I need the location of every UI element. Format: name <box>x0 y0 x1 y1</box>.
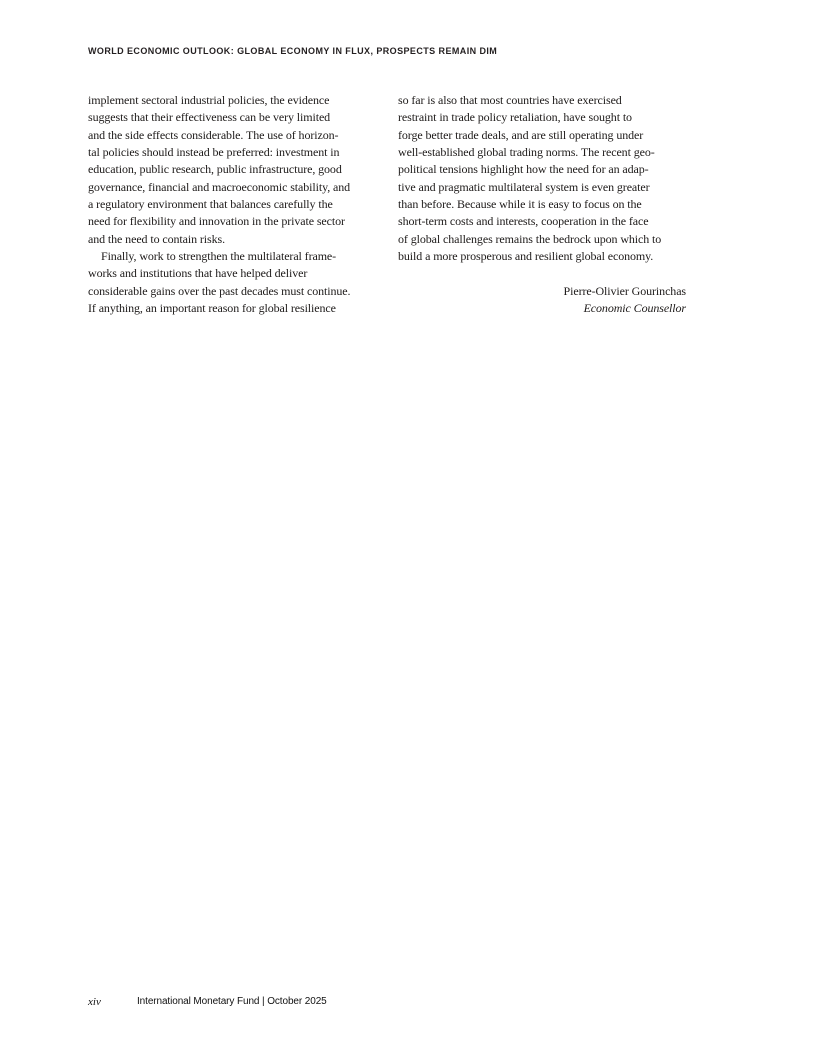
text-line: governance, financial and macroeconomic stability, and <box>88 179 351 194</box>
text-line: build a more prosperous and resilient global economy. <box>398 248 654 263</box>
text-line: tive and pragmatic multilateral system is even greater <box>398 179 650 194</box>
text-line: Finally, work to strengthen the multilateral frame- <box>101 248 337 263</box>
right-column <box>398 92 686 317</box>
signature-block <box>398 283 686 318</box>
text-line: implement sectoral industrial policies, the evidence <box>88 93 330 107</box>
text-line: suggests that their effectiveness can be very limited <box>88 110 331 125</box>
left-column <box>88 92 376 317</box>
text-line: than before. Because while it is easy to focus on the <box>398 196 642 211</box>
signature-title: Economic Counsellor <box>583 300 686 315</box>
text-line: need for flexibility and innovation in the private sector <box>88 214 345 229</box>
text-line: tal policies should instead be preferred: investment in <box>88 144 340 159</box>
text-line: short-term costs and interests, cooperation in the face <box>398 214 649 229</box>
paragraph <box>88 248 376 317</box>
text-line: forge better trade deals, and are still operating under <box>398 127 644 142</box>
body-columns <box>88 92 686 317</box>
footer-imprint: International Monetary Fund | October 2025 <box>137 996 327 1007</box>
text-line: restraint in trade policy retaliation, have sought to <box>398 110 632 125</box>
text-line: a regulatory environment that balances carefully the <box>88 196 333 211</box>
paragraph <box>88 92 376 248</box>
running-header: WORLD ECONOMIC OUTLOOK: GLOBAL ECONOMY IN FLUX, PROSPECTS REMAIN DIM <box>88 46 498 56</box>
text-line: and the side effects considerable. The use of horizon- <box>88 127 339 142</box>
text-line: political tensions highlight how the need for an adap- <box>398 162 649 177</box>
footer-page-number: xiv <box>88 996 101 1008</box>
text-line: If anything, an important reason for global resilience <box>88 300 336 315</box>
text-line: of global challenges remains the bedrock upon which to <box>398 231 662 246</box>
text-line: so far is also that most countries have exercised <box>398 93 622 107</box>
paragraph <box>398 92 686 265</box>
right-column-paragraphs <box>398 92 686 265</box>
text-line: well-established global trading norms. The recent geo- <box>398 144 655 159</box>
signature-name: Pierre-Olivier Gourinchas <box>563 283 686 298</box>
text-line: considerable gains over the past decades must continue. <box>88 283 351 298</box>
text-line: and the need to contain risks. <box>88 231 225 246</box>
text-line: education, public research, public infrastructure, good <box>88 162 342 177</box>
text-line: works and institutions that have helped deliver <box>88 266 308 281</box>
